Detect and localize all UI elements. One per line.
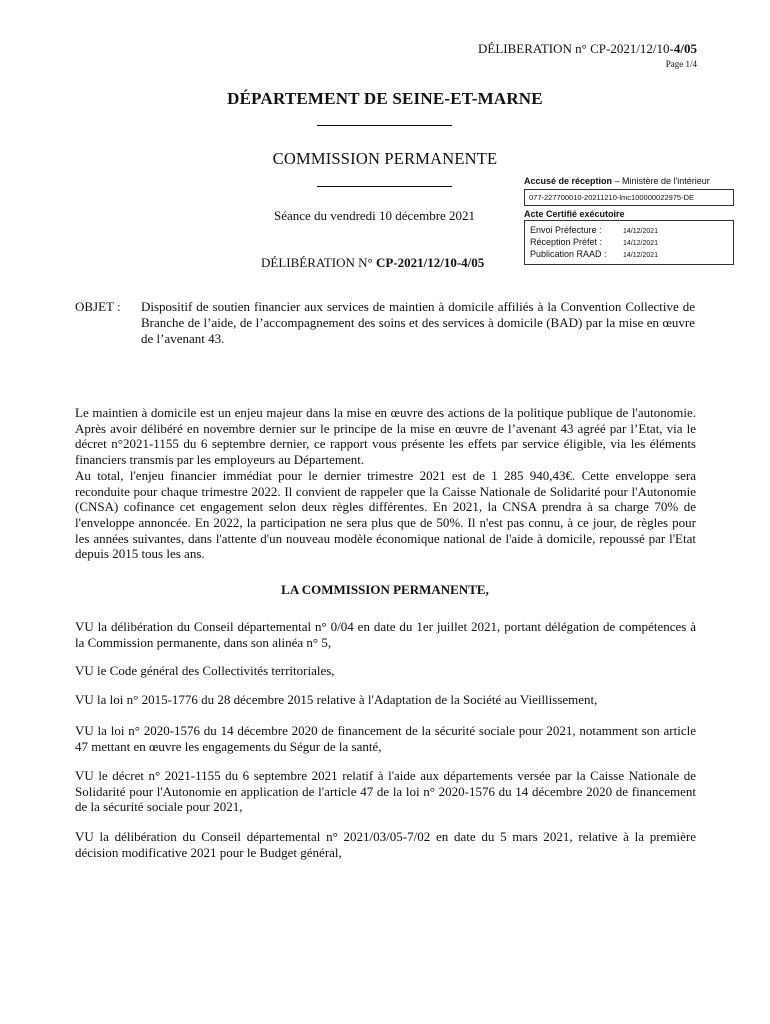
date-label: Envoi Préfecture : xyxy=(530,225,602,235)
report-body xyxy=(75,405,696,562)
objet-text: Dispositif de soutien financier aux services de maintien à domicile affiliés à la Convention Collective de Branche de l’aide, de l’accompagnement des soins et des services à domicile (BAD) par la mise en œuvre de l’avenant 43. xyxy=(141,299,695,346)
receipt-reference: 077-227700010-20211210-lmc100000022975-DE xyxy=(529,193,694,202)
objet-label: OBJET : xyxy=(75,299,121,314)
visa-item: VU le décret n° 2021-1155 du 6 septembre 2021 relatif à l'aide aux départements versée par la Caisse Nationale de Solidarité pour l'Autonomie en application de l'article 47 de la loi n° 2020-1576 du 14 décembre 2020 de financement de la sécurité sociale pour 2021, xyxy=(75,768,696,815)
commission-title: COMMISSION PERMANENTE xyxy=(272,149,498,168)
deliberation-prefix: DÉLIBÉRATION N° xyxy=(261,255,376,270)
date-label: Réception Préfet : xyxy=(530,237,603,247)
receipt-stamp-title xyxy=(524,176,710,186)
date-row-reception xyxy=(530,237,658,247)
certified-dates-box xyxy=(524,220,734,265)
ministry-label: – Ministère de l'intérieur xyxy=(612,176,710,186)
page-number: Page 1/4 xyxy=(665,59,697,69)
body-paragraph-1: Le maintien à domicile est un enjeu majeur dans la mise en œuvre des actions de la politique publique de l'autonomie. Après avoir délibéré en novembre dernier sur le principe de la mise en œuvre de l’avenant 43 agréé par l’Etat, via le décret n°2021-1155 du 6 septembre dernier, ce rapport vous présente les effets par service éligible, via les éléments financiers transmis par les employeurs au Département. xyxy=(75,405,696,468)
date-row-envoi xyxy=(530,225,658,235)
date-label: Publication RAAD : xyxy=(530,249,607,259)
date-row-publication xyxy=(530,249,658,259)
date-value: 14/12/2021 xyxy=(623,240,659,247)
body-paragraph-2: Au total, l'enjeu financier immédiat pour le dernier trimestre 2021 est de 1 285 940,43€. Cette enveloppe sera reconduite pour chaque trimestre 2022. Il convient de rappeler que la Caisse Nationale de Solidarité pour l'Autonomie (CNSA) cofinance cet engagement selon deux règles différentes. En 2021, la CNSA prendra à sa charge 70% de l'enveloppe annoncée. En 2022, la participation ne sera plus que de 50%. Il n'est pas connu, à ce jour, de règles pour les années suivantes, dans l'attente d'un nouveau modèle économique national de l'aide à domicile, repoussé par l'Etat depuis 2015 tous les ans. xyxy=(75,467,696,562)
visa-item: VU le Code général des Collectivités territoriales, xyxy=(75,663,335,678)
deliberation-title xyxy=(261,255,484,271)
date-value: 14/12/2021 xyxy=(623,228,659,235)
department-title: DÉPARTEMENT DE SEINE-ET-MARNE xyxy=(227,89,543,108)
reference-prefix: DÉLIBERATION n° CP-2021/12/10- xyxy=(478,41,674,56)
visa-item: VU la loi n° 2020-1576 du 14 décembre 2020 de financement de la sécurité sociale pour 2021, notamment son article 47 mettant en œuvre les engagements du Ségur de la santé, xyxy=(75,723,696,754)
visa-item: VU la délibération du Conseil départemental n° 2021/03/05-7/02 en date du 5 mars 2021, relative à la première décision modificative 2021 pour le Budget général, xyxy=(75,829,696,860)
certified-label: Acte Certifié exécutoire xyxy=(524,209,625,219)
commission-underline xyxy=(317,186,452,187)
reference-number: 4/05 xyxy=(673,41,697,56)
deliberation-number: CP-2021/12/10-4/05 xyxy=(375,255,485,270)
session-date: Séance du vendredi 10 décembre 2021 xyxy=(274,208,476,223)
receipt-label: Accusé de réception xyxy=(524,176,613,186)
date-value: 14/12/2021 xyxy=(623,252,659,259)
visa-item: VU la loi n° 2015-1776 du 28 décembre 2015 relative à l'Adaptation de la Société au Vieillissement, xyxy=(75,692,598,707)
visa-item: VU la délibération du Conseil départemental n° 0/04 en date du 1er juillet 2021, portant délégation de compétences à la Commission permanente, dans son alinéa n° 5, xyxy=(75,619,696,650)
deliberation-reference xyxy=(478,41,697,57)
title-underline xyxy=(317,125,452,126)
receipt-reference-box xyxy=(524,189,734,206)
commission-heading: LA COMMISSION PERMANENTE, xyxy=(281,582,489,597)
